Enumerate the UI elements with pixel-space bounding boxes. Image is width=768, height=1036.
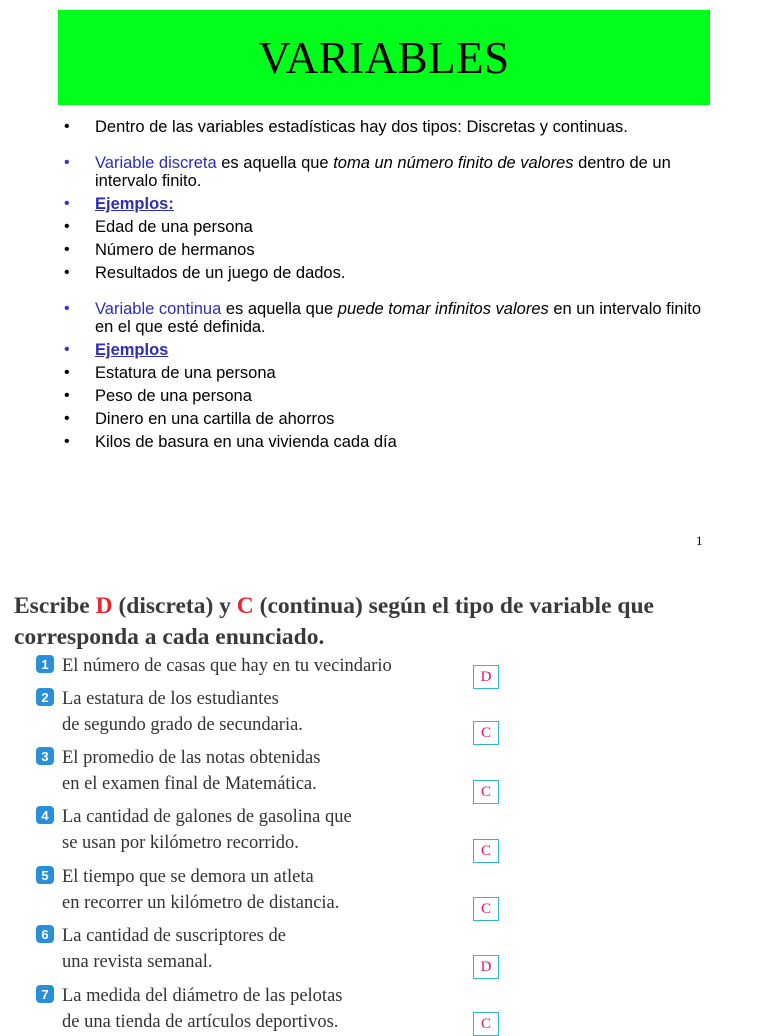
list-item: • Variable discreta es aquella que toma un número finito de valores dentro de un intervalo finito.	[64, 154, 671, 190]
bullet-icon: •	[64, 118, 70, 135]
list-item	[62, 195, 702, 213]
number-badge: 7	[36, 985, 54, 1003]
answer-box[interactable]: C	[473, 897, 499, 921]
answer-box[interactable]: C	[473, 1012, 499, 1036]
answer-box[interactable]: C	[473, 721, 499, 745]
page-title: VARIABLES	[258, 32, 510, 83]
page-number: 1	[696, 533, 703, 548]
number-badge: 5	[36, 866, 54, 884]
item-text: El número de casas que hay en tu vecindario	[62, 656, 392, 676]
bullet-icon: •	[64, 387, 70, 404]
exercise-title: Escribe D (discreta) y C (continua) según el tipo de variable que corresponda a cada enunciado.	[14, 593, 654, 650]
bullet-icon: •	[64, 154, 70, 171]
bullet-icon: •	[64, 410, 70, 427]
item-text: La estatura de los estudiantes de segundo grado de secundaria.	[62, 689, 303, 735]
bullet-icon: •	[64, 300, 70, 317]
bullet-icon: •	[64, 364, 70, 381]
item-text: La cantidad de galones de gasolina que se usan por kilómetro recorrido.	[62, 807, 352, 853]
bullet-icon: •	[64, 195, 70, 212]
list-item: • Resultados de un juego de dados.	[64, 264, 346, 282]
bullet-icon: •	[64, 341, 70, 358]
bullet-icon: •	[64, 218, 70, 235]
item-text: El tiempo que se demora un atleta en recorrer un kilómetro de distancia.	[62, 867, 340, 913]
answer-box[interactable]: D	[473, 665, 499, 689]
ejemplos-heading: Ejemplos:	[95, 195, 174, 213]
number-badge: 3	[36, 747, 54, 765]
list-item: • Dentro de las variables estadísticas hay dos tipos: Discretas y continuas.	[64, 118, 628, 136]
term-discreta: Variable discreta	[95, 154, 217, 172]
number-badge: 4	[36, 806, 54, 824]
list-item: • Dinero en una cartilla de ahorros	[64, 410, 335, 428]
definitions-list	[62, 118, 702, 456]
list-item: • Kilos de basura en una vivienda cada día	[64, 433, 397, 451]
term-continua: Variable continua	[95, 300, 222, 318]
item-text: La medida del diámetro de las pelotas de una tienda de artículos deportivos.	[62, 986, 343, 1032]
number-badge: 1	[36, 655, 54, 673]
ejemplos-heading: Ejemplos	[95, 341, 169, 359]
item-text: La cantidad de suscriptores de una revista semanal.	[62, 926, 286, 972]
title-band	[58, 10, 710, 105]
bullet-icon: •	[64, 433, 70, 450]
list-item: • Variable continua es aquella que puede tomar infinitos valores en un intervalo finito en el que esté definida.	[64, 300, 702, 336]
number-badge: 6	[36, 925, 54, 943]
list-item: • Edad de una persona	[64, 218, 253, 236]
answer-box[interactable]: C	[473, 839, 499, 863]
list-item	[62, 341, 702, 359]
answer-box[interactable]: D	[473, 955, 499, 979]
list-item: • Número de hermanos	[64, 241, 255, 259]
list-item: • Peso de una persona	[64, 387, 252, 405]
bullet-icon: •	[64, 241, 70, 258]
answer-box[interactable]: C	[473, 780, 499, 804]
number-badge: 2	[36, 688, 54, 706]
bullet-icon: •	[64, 264, 70, 281]
list-item: • Estatura de una persona	[64, 364, 276, 382]
item-text: El promedio de las notas obtenidas en el examen final de Matemática.	[62, 748, 321, 794]
